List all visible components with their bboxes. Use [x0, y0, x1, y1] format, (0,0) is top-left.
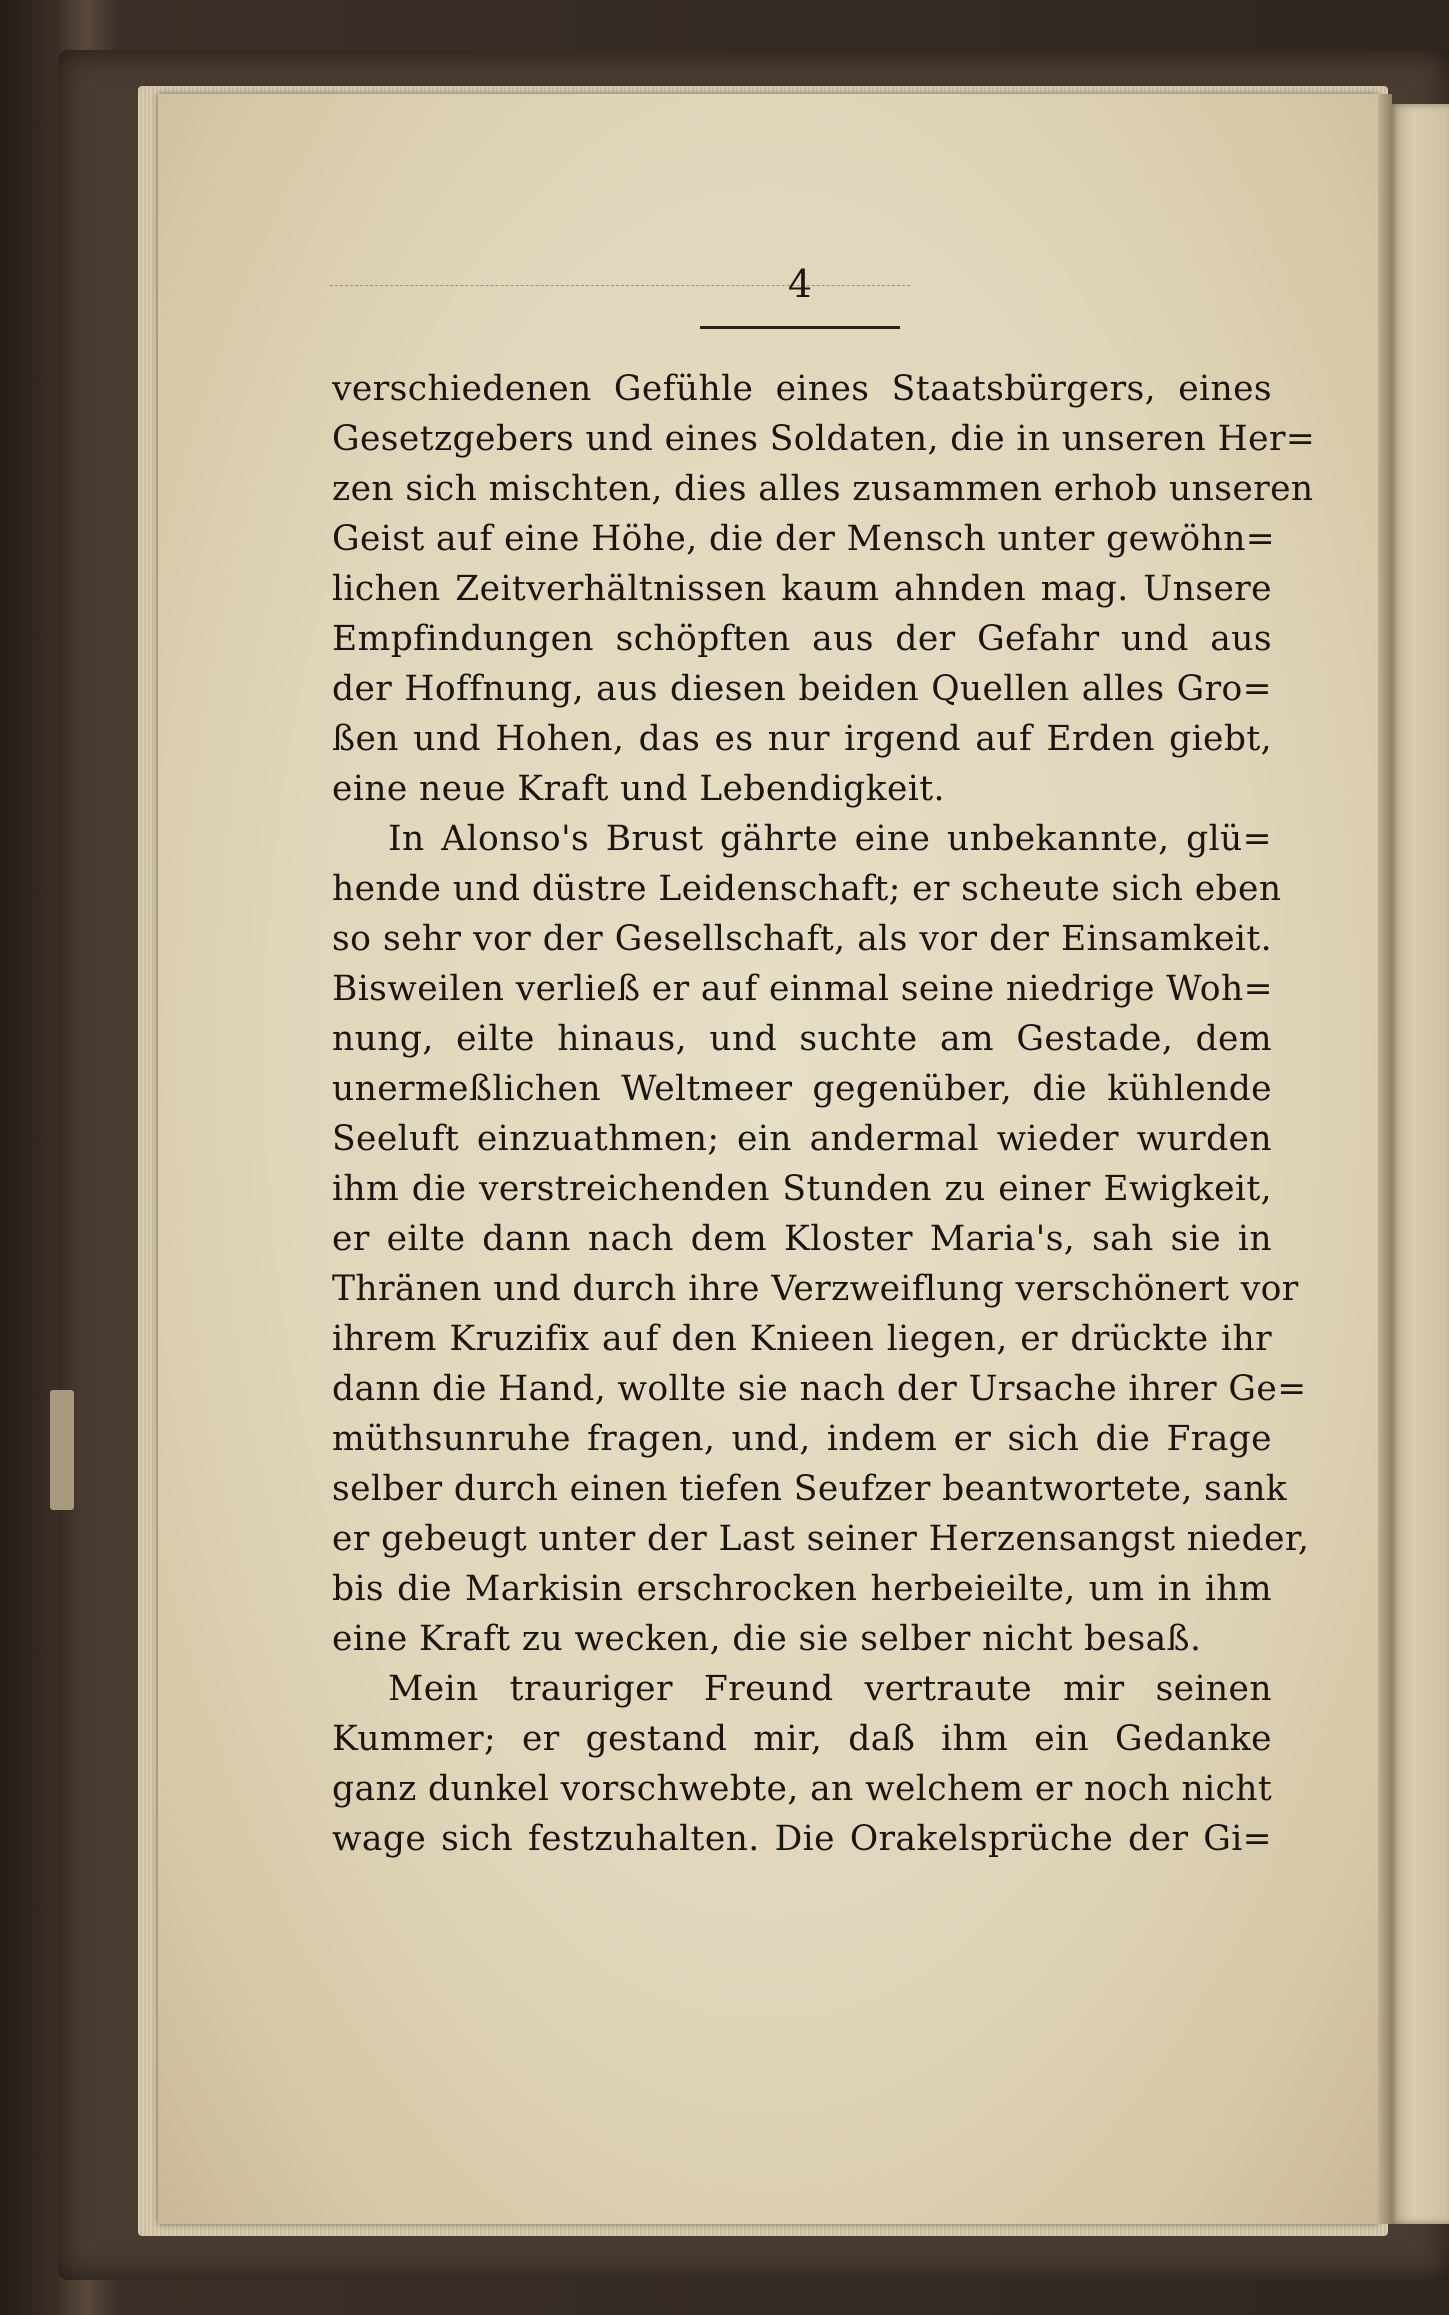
text-line: hende und düstre Leidenschaft; er scheute sich eben	[332, 869, 1282, 909]
text-line: der Hoffnung, aus diesen beiden Quellen alles Gro=	[332, 669, 1272, 709]
text-line: ihm die verstreichenden Stunden zu einer Ewigkeit,	[332, 1169, 1272, 1209]
text-line: zen sich mischten, dies alles zusammen erhob unseren	[332, 469, 1314, 509]
text-line: ganz dunkel vorschwebte, an welchem er noch nicht	[332, 1769, 1273, 1809]
text-line: er eilte dann nach dem Kloster Maria's, sah sie in	[332, 1219, 1272, 1259]
text-line: selber durch einen tiefen Seufzer beantwortete, sank	[332, 1469, 1288, 1509]
text-line: Kummer; er gestand mir, daß ihm ein Gedanke	[332, 1719, 1272, 1759]
text-line: Geist auf eine Höhe, die der Mensch unter gewöhn=	[332, 519, 1276, 559]
paragraph-start-line: Mein trauriger Freund vertraute mir seinen	[388, 1669, 1272, 1709]
text-line: Gesetzgebers und eines Soldaten, die in unseren Her=	[332, 419, 1316, 459]
header-rule	[330, 285, 910, 286]
text-line: müthsunruhe fragen, und, indem er sich die Frage	[332, 1419, 1272, 1459]
text-line: eine neue Kraft und Lebendigkeit.	[332, 769, 945, 809]
text-line: Empfindungen schöpften aus der Gefahr und aus	[332, 619, 1272, 659]
text-line: Bisweilen verließ er auf einmal seine niedrige Woh=	[332, 969, 1273, 1009]
text-line: ihrem Kruzifix auf den Knieen liegen, er drückte ihr	[332, 1319, 1272, 1359]
text-line: bis die Markisin erschrocken herbeieilte, um in ihm	[332, 1569, 1272, 1609]
text-line: verschiedenen Gefühle eines Staatsbürgers, eines	[332, 369, 1272, 409]
text-line: Seeluft einzuathmen; ein andermal wieder wurden	[332, 1119, 1272, 1159]
text-line: unermeßlichen Weltmeer gegenüber, die kühlende	[332, 1069, 1272, 1109]
text-line: dann die Hand, wollte sie nach der Ursache ihrer Ge=	[332, 1369, 1307, 1409]
text-line: so sehr vor der Gesellschaft, als vor der Einsamkeit.	[332, 919, 1272, 959]
body-text	[332, 364, 1316, 1864]
page-gutter	[1378, 94, 1392, 2224]
text-line: Thränen und durch ihre Verzweiflung verschönert vor	[332, 1269, 1299, 1309]
next-page-edge	[1390, 104, 1449, 2224]
binding-tab	[50, 1390, 74, 1510]
text-line: eine Kraft zu wecken, die sie selber nicht besaß.	[332, 1619, 1202, 1659]
text-line: nung, eilte hinaus, und suchte am Gestade, dem	[332, 1019, 1272, 1059]
paragraph-start-line: In Alonso's Brust gährte eine unbekannte, glü=	[388, 819, 1272, 859]
text-line: wage sich festzuhalten. Die Orakelsprüche der Gi=	[332, 1819, 1272, 1859]
text-line: lichen Zeitverhältnissen kaum ahnden mag. Unsere	[332, 569, 1272, 609]
page-number-rule	[700, 326, 900, 329]
text-line: ßen und Hohen, das es nur irgend auf Erden giebt,	[332, 719, 1272, 759]
page-number: 4	[787, 262, 813, 306]
text-line: er gebeugt unter der Last seiner Herzensangst nieder,	[332, 1519, 1310, 1559]
